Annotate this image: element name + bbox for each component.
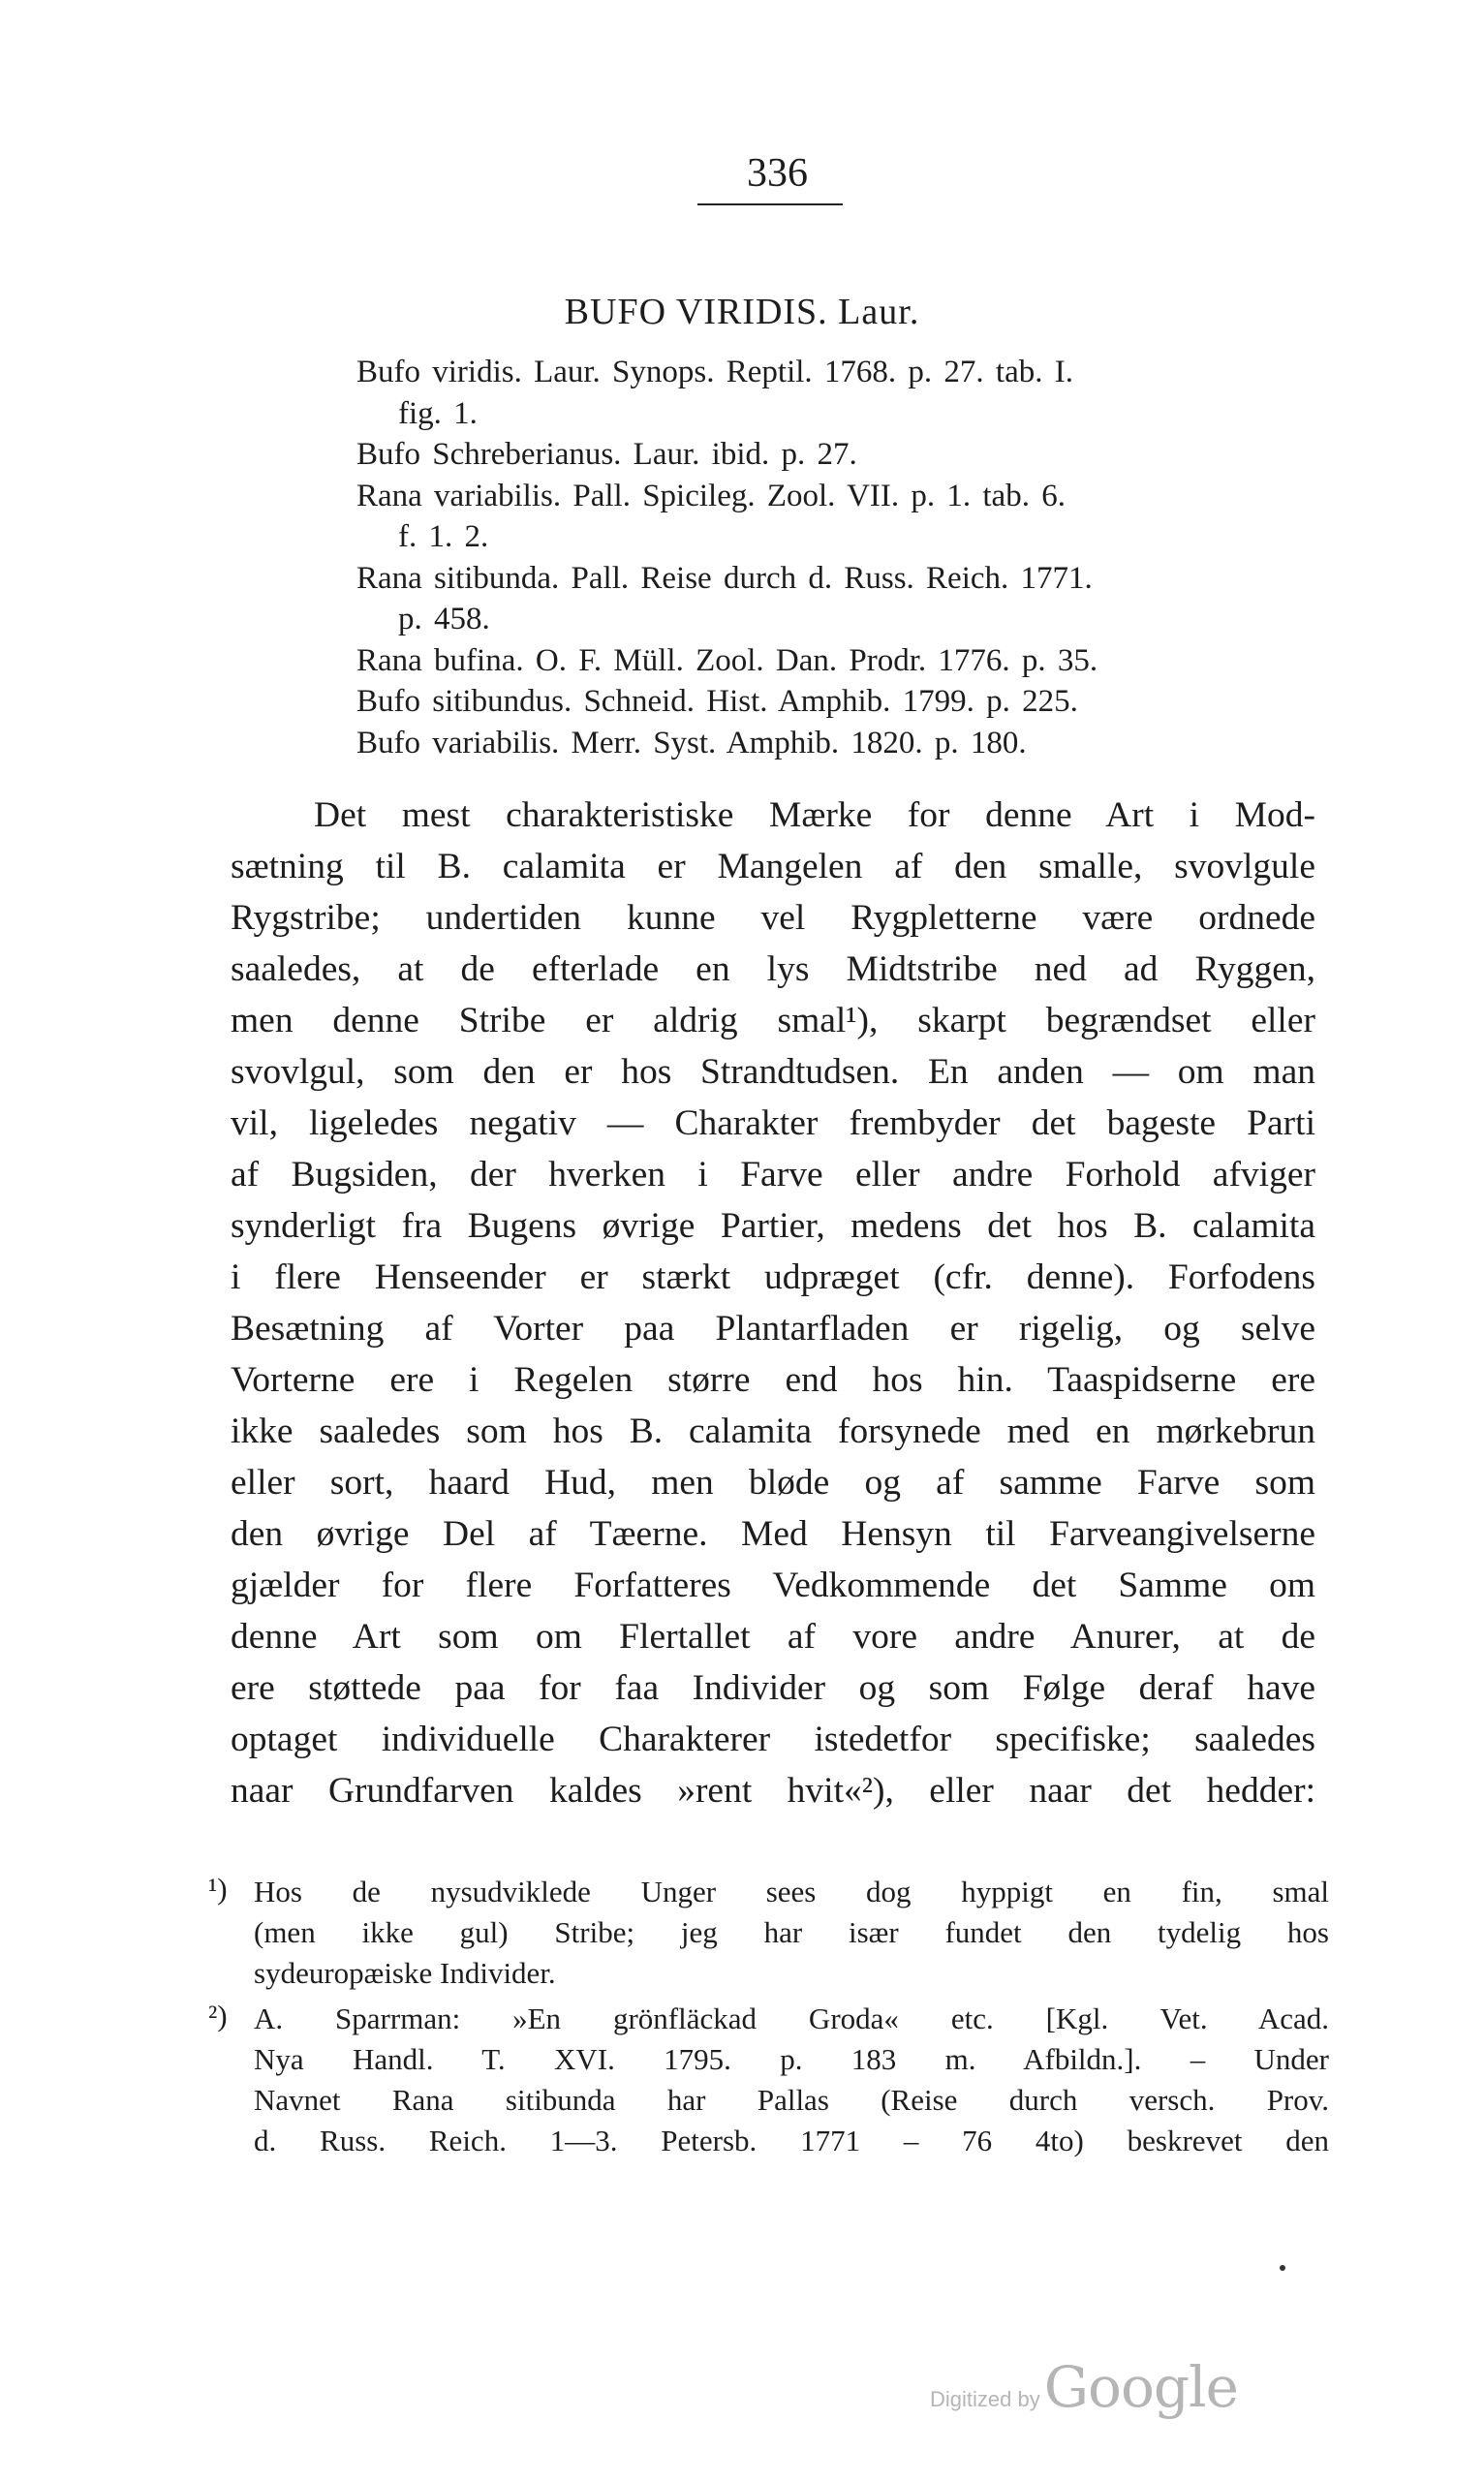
footnote-line: Navnet Rana sitibunda har Pallas (Reise durch versch. Prov. [254,2083,1329,2117]
ink-speck [1280,2265,1285,2271]
body-line: ere støttede paa for faa Individer og som Følge deraf have [231,1668,1315,1708]
synonym-line: Rana bufina. O. F. Müll. Zool. Dan. Prodr. 1776. p. 35. [356,642,1098,678]
footnote-line: Hos de nysudviklede Unger sees dog hyppigt en fin, smal [254,1875,1329,1908]
body-line: saaledes, at de efterlade en lys Midtstribe ned ad Ryggen, [231,949,1315,989]
body-line: Det mest charakteristiske Mærke for denne Art i Mod- [314,795,1315,835]
synonym-line: Rana variabilis. Pall. Spicileg. Zool. VII. p. 1. tab. 6. [356,478,1066,513]
body-line: gjælder for flere Forfatteres Vedkommende det Samme om [231,1566,1315,1605]
digitized-by-google-watermark [930,2354,1238,2420]
footnote-line: A. Sparrman: »En grönfläckad Groda« etc. [Kgl. Vet. Acad. [254,2001,1329,2035]
body-line: naar Grundfarven kaldes »rent hvit«²), eller naar det hedder: [231,1771,1315,1811]
footnote-line: Nya Handl. T. XVI. 1795. p. 183 m. Afbildn.]. – Under [254,2042,1329,2076]
body-line: af Bugsiden, der hverken i Farve eller andre Forhold afviger [231,1155,1315,1194]
page-number: 336 [747,151,808,196]
footnote [254,1872,1329,1994]
watermark-small-text: Digitized by [930,2387,1040,2411]
synonym-line: f. 1. 2. [398,519,489,554]
footnote-mark: ¹) [208,1872,228,1906]
body-line: ikke saaledes som hos B. calamita forsynede med en mørkebrun [231,1412,1315,1451]
synonym-line: fig. 1. [398,395,478,431]
body-line: Rygstribe; undertiden kunne vel Rygpletterne være ordnede [231,898,1315,938]
body-line: Vorterne ere i Regelen større end hos hin. Taaspidserne ere [231,1360,1315,1400]
species-title: BUFO VIRIDIS. Laur. [564,292,920,332]
synonym-line: Rana sitibunda. Pall. Reise durch d. Russ. Reich. 1771. [356,560,1093,596]
body-line: eller sort, haard Hud, men bløde og af samme Farve som [231,1463,1315,1503]
footnote-line: d. Russ. Reich. 1—3. Petersb. 1771 – 76 4to) beskrevet den [254,2124,1329,2157]
body-line: Besætning af Vorter paa Plantarfladen er rigelig, og selve [231,1309,1315,1349]
body-line: denne Art som om Flertallet af vore andre Anurer, at de [231,1617,1315,1657]
body-line: sætning til B. calamita er Mangelen af den smalle, svovlgule [231,847,1315,886]
body-line: svovlgul, som den er hos Strandtudsen. En anden — om man [231,1052,1315,1092]
body-line: men denne Stribe er aldrig smal¹), skarpt begrændset eller [231,1001,1315,1040]
footnote-line: sydeuropæiske Individer. [254,1956,556,1990]
page-number-rule [697,203,843,205]
synonym-line: Bufo variabilis. Merr. Syst. Amphib. 1820. p. 180. [356,725,1027,760]
body-line: i flere Henseender er stærkt udpræget (cfr. denne). Forfodens [231,1257,1315,1297]
synonym-line: Bufo viridis. Laur. Synops. Reptil. 1768. p. 27. tab. I. [356,355,1073,389]
footnote [254,1999,1329,2161]
synonym-line: Bufo Schreberianus. Laur. ibid. p. 27. [356,437,857,472]
body-line: vil, ligeledes negativ — Charakter frembyder det bageste Parti [231,1103,1315,1143]
footnote-line: (men ikke gul) Stribe; jeg har især fundet den tydelig hos [254,1915,1329,1949]
google-logo: Google [1043,2354,1238,2420]
body-line: den øvrige Del af Tæerne. Med Hensyn til Farveangivelserne [231,1514,1315,1554]
body-line: optaget individuelle Charakterer istedetfor specifiske; saaledes [231,1720,1315,1759]
body-line: synderligt fra Bugens øvrige Partier, medens det hos B. calamita [231,1206,1315,1246]
footnote-mark: ²) [208,1999,228,2032]
synonym-line: p. 458. [398,602,490,636]
synonym-line: Bufo sitibundus. Schneid. Hist. Amphib. 1799. p. 225. [356,684,1078,719]
body-paragraph [231,790,1315,1816]
